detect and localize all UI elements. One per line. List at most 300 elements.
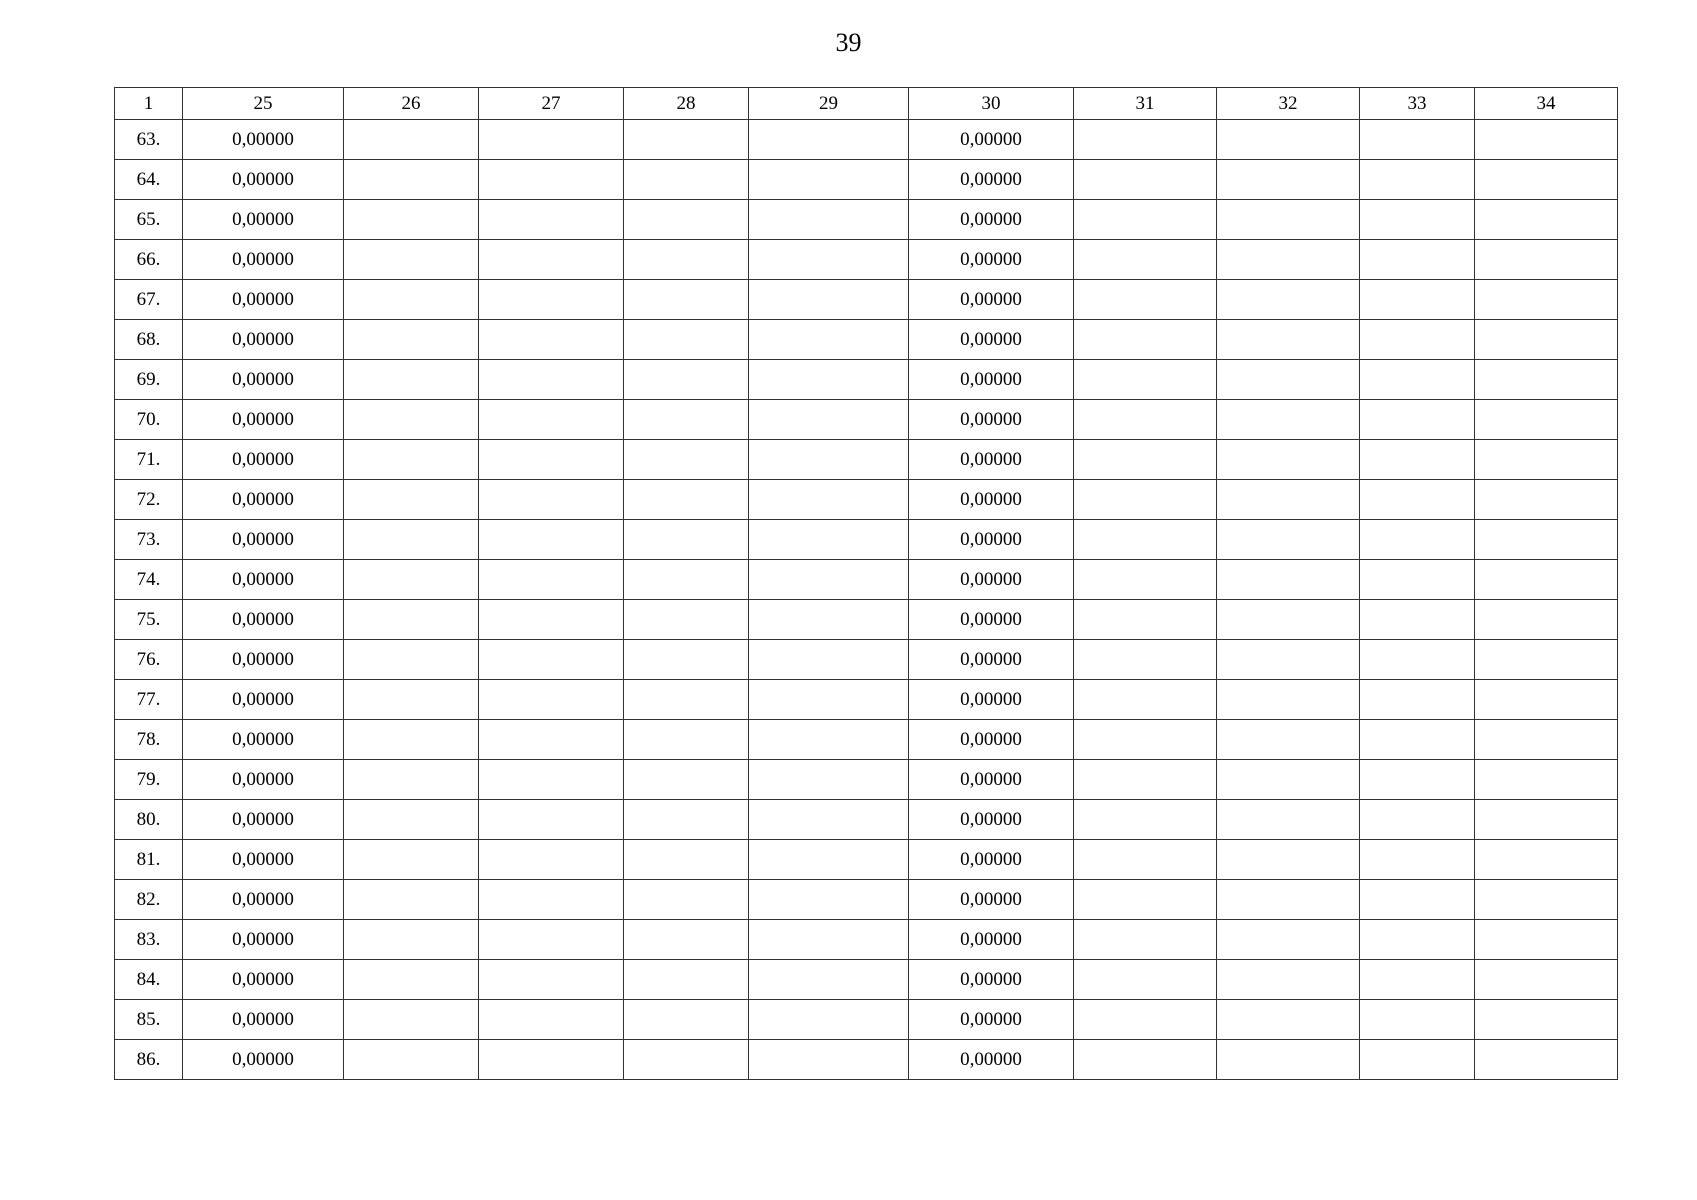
table-cell (344, 680, 479, 720)
table-cell: 0,00000 (183, 1000, 344, 1040)
table-cell (1360, 160, 1475, 200)
table-cell (344, 160, 479, 200)
row-number-cell: 86. (115, 1040, 183, 1080)
table-cell: 0,00000 (183, 1040, 344, 1080)
row-number-cell: 80. (115, 800, 183, 840)
table-cell: 0,00000 (183, 240, 344, 280)
table-cell (344, 720, 479, 760)
column-header: 25 (183, 88, 344, 120)
row-number-cell: 70. (115, 400, 183, 440)
table-row (115, 560, 1618, 600)
table-cell (624, 800, 749, 840)
table-cell: 0,00000 (909, 960, 1074, 1000)
row-number-cell: 71. (115, 440, 183, 480)
row-number-cell: 64. (115, 160, 183, 200)
row-number-cell: 81. (115, 840, 183, 880)
table-cell (1074, 680, 1217, 720)
table-cell (344, 1040, 479, 1080)
table-cell: 0,00000 (909, 480, 1074, 520)
table-cell (1074, 200, 1217, 240)
row-number-cell: 72. (115, 480, 183, 520)
table-cell (344, 560, 479, 600)
table-cell (749, 400, 909, 440)
table-cell (344, 440, 479, 480)
table-cell: 0,00000 (183, 680, 344, 720)
table-cell: 0,00000 (909, 280, 1074, 320)
table-cell (1074, 560, 1217, 600)
table-cell (749, 920, 909, 960)
table-cell (1074, 520, 1217, 560)
table-cell (344, 400, 479, 440)
table-cell (1475, 360, 1618, 400)
row-number-cell: 84. (115, 960, 183, 1000)
table-cell (344, 840, 479, 880)
table-body (115, 120, 1618, 1080)
table-cell: 0,00000 (909, 680, 1074, 720)
table-cell (1074, 640, 1217, 680)
table-cell (479, 200, 624, 240)
table-cell (749, 680, 909, 720)
table-cell (1475, 280, 1618, 320)
page-number: 39 (835, 28, 862, 57)
table-row (115, 280, 1618, 320)
table-cell (479, 560, 624, 600)
table-cell (1217, 1000, 1360, 1040)
table-cell (1360, 640, 1475, 680)
table-cell (479, 400, 624, 440)
row-number-cell: 68. (115, 320, 183, 360)
table-cell (749, 760, 909, 800)
table-cell: 0,00000 (183, 360, 344, 400)
table-cell: 0,00000 (909, 240, 1074, 280)
table-cell: 0,00000 (183, 280, 344, 320)
table-cell (1217, 760, 1360, 800)
table-cell (1475, 480, 1618, 520)
table-cell (624, 160, 749, 200)
table-cell (479, 320, 624, 360)
table-cell (1217, 800, 1360, 840)
table-cell: 0,00000 (183, 800, 344, 840)
table-cell (749, 480, 909, 520)
table-cell (624, 240, 749, 280)
table-cell (749, 120, 909, 160)
table-cell: 0,00000 (909, 1000, 1074, 1040)
table-cell (1217, 1040, 1360, 1080)
table-cell (1475, 560, 1618, 600)
table-row (115, 200, 1618, 240)
table-row (115, 360, 1618, 400)
table-row (115, 800, 1618, 840)
table-cell: 0,00000 (909, 360, 1074, 400)
table-cell (1360, 1000, 1475, 1040)
table-cell (1074, 440, 1217, 480)
row-number-cell: 74. (115, 560, 183, 600)
table-cell (1217, 960, 1360, 1000)
table-cell (749, 800, 909, 840)
table-cell (1360, 600, 1475, 640)
table-cell (624, 400, 749, 440)
table-cell (749, 1040, 909, 1080)
table-row (115, 680, 1618, 720)
table-cell (1360, 1040, 1475, 1080)
table-cell (1074, 120, 1217, 160)
table-cell (1074, 320, 1217, 360)
table-cell (479, 960, 624, 1000)
table-cell (344, 960, 479, 1000)
row-number-cell: 83. (115, 920, 183, 960)
column-header: 32 (1217, 88, 1360, 120)
table-cell (1360, 120, 1475, 160)
column-header: 27 (479, 88, 624, 120)
table-cell: 0,00000 (183, 760, 344, 800)
table-cell: 0,00000 (183, 560, 344, 600)
table-cell (624, 880, 749, 920)
table-cell (479, 160, 624, 200)
table-cell (1074, 240, 1217, 280)
table-cell (344, 200, 479, 240)
table-cell (1475, 760, 1618, 800)
table-cell (1360, 800, 1475, 840)
table-cell (479, 360, 624, 400)
table-cell: 0,00000 (909, 880, 1074, 920)
table-cell (1475, 600, 1618, 640)
table-cell: 0,00000 (183, 200, 344, 240)
table-cell (479, 800, 624, 840)
table-cell (1475, 840, 1618, 880)
table-cell (479, 840, 624, 880)
table-cell (1475, 800, 1618, 840)
table-cell: 0,00000 (909, 400, 1074, 440)
table-cell (1217, 120, 1360, 160)
table-cell (344, 1000, 479, 1040)
table-cell (1217, 840, 1360, 880)
table-row (115, 1000, 1618, 1040)
row-number-cell: 65. (115, 200, 183, 240)
table-cell (1475, 920, 1618, 960)
header-row (115, 88, 1618, 120)
table-cell (1360, 240, 1475, 280)
table-row (115, 520, 1618, 560)
table-row (115, 480, 1618, 520)
table-cell (1074, 880, 1217, 920)
table-cell: 0,00000 (183, 400, 344, 440)
column-header: 1 (115, 88, 183, 120)
table-cell (1074, 800, 1217, 840)
table-cell: 0,00000 (909, 800, 1074, 840)
table-cell (479, 280, 624, 320)
table-cell (1475, 160, 1618, 200)
table-row (115, 440, 1618, 480)
table-cell (624, 280, 749, 320)
table-cell (479, 720, 624, 760)
table-cell (1360, 400, 1475, 440)
table-row (115, 960, 1618, 1000)
table-cell: 0,00000 (909, 160, 1074, 200)
table-cell (1217, 400, 1360, 440)
table-cell (1217, 320, 1360, 360)
table-cell (1360, 200, 1475, 240)
table-cell (344, 480, 479, 520)
table-cell (344, 120, 479, 160)
table-cell (624, 320, 749, 360)
table-cell (1475, 720, 1618, 760)
table-cell: 0,00000 (183, 160, 344, 200)
table-cell: 0,00000 (909, 840, 1074, 880)
column-header: 28 (624, 88, 749, 120)
table-cell (749, 600, 909, 640)
table-cell (1074, 280, 1217, 320)
table-cell (749, 840, 909, 880)
table-cell (1475, 240, 1618, 280)
table-row (115, 640, 1618, 680)
table-cell (749, 360, 909, 400)
table-cell (344, 760, 479, 800)
table-cell (1217, 280, 1360, 320)
table-row (115, 600, 1618, 640)
table-cell: 0,00000 (909, 720, 1074, 760)
table-cell (1360, 440, 1475, 480)
table-cell: 0,00000 (183, 440, 344, 480)
table-cell (1217, 360, 1360, 400)
table-cell (1475, 120, 1618, 160)
table-cell (1074, 960, 1217, 1000)
row-number-cell: 69. (115, 360, 183, 400)
table-cell (1475, 960, 1618, 1000)
table-cell (749, 520, 909, 560)
table-cell (1475, 400, 1618, 440)
table-cell: 0,00000 (909, 200, 1074, 240)
table-cell (479, 520, 624, 560)
table-cell (624, 760, 749, 800)
table-cell (624, 1000, 749, 1040)
table-cell (479, 680, 624, 720)
table-cell (1360, 520, 1475, 560)
table-cell: 0,00000 (183, 520, 344, 560)
table-cell (479, 760, 624, 800)
table-cell (624, 360, 749, 400)
row-number-cell: 79. (115, 760, 183, 800)
table-cell (749, 1000, 909, 1040)
table-cell (624, 480, 749, 520)
table-cell (1475, 440, 1618, 480)
table-cell (479, 240, 624, 280)
table-cell (344, 280, 479, 320)
table-cell (344, 240, 479, 280)
row-number-cell: 82. (115, 880, 183, 920)
table-row (115, 400, 1618, 440)
table-cell (749, 880, 909, 920)
table-cell (1360, 720, 1475, 760)
table-cell (624, 440, 749, 480)
table-row (115, 1040, 1618, 1080)
table-cell (1475, 1040, 1618, 1080)
table-cell (344, 360, 479, 400)
table-cell: 0,00000 (183, 960, 344, 1000)
table-cell: 0,00000 (183, 880, 344, 920)
row-number-cell: 77. (115, 680, 183, 720)
table-cell (1360, 480, 1475, 520)
table-cell (1217, 680, 1360, 720)
table-cell (1074, 840, 1217, 880)
table-cell (1475, 520, 1618, 560)
table-cell (479, 120, 624, 160)
table-cell (1217, 240, 1360, 280)
table-cell (1074, 480, 1217, 520)
table-row (115, 160, 1618, 200)
table-cell (749, 440, 909, 480)
table-cell: 0,00000 (183, 480, 344, 520)
table-row (115, 880, 1618, 920)
column-header: 31 (1074, 88, 1217, 120)
row-number-cell: 76. (115, 640, 183, 680)
table-cell (1217, 640, 1360, 680)
table-cell: 0,00000 (909, 640, 1074, 680)
table-cell: 0,00000 (909, 1040, 1074, 1080)
data-table (114, 87, 1618, 1080)
row-number-cell: 78. (115, 720, 183, 760)
table-cell (624, 680, 749, 720)
table-row (115, 840, 1618, 880)
table-cell (624, 920, 749, 960)
table-row (115, 240, 1618, 280)
table-cell (479, 440, 624, 480)
row-number-cell: 66. (115, 240, 183, 280)
table-cell: 0,00000 (909, 120, 1074, 160)
table-cell (1217, 920, 1360, 960)
table-cell: 0,00000 (183, 120, 344, 160)
table-cell (749, 240, 909, 280)
table-cell (1074, 600, 1217, 640)
table-cell (479, 640, 624, 680)
table-cell: 0,00000 (909, 560, 1074, 600)
column-header: 26 (344, 88, 479, 120)
table-cell: 0,00000 (909, 320, 1074, 360)
table-cell (1217, 440, 1360, 480)
table-cell (344, 880, 479, 920)
table-cell (1074, 1000, 1217, 1040)
table-cell (1360, 760, 1475, 800)
row-number-cell: 75. (115, 600, 183, 640)
table-cell (479, 920, 624, 960)
table-cell: 0,00000 (183, 320, 344, 360)
table-cell (479, 480, 624, 520)
table-row (115, 320, 1618, 360)
table-cell (479, 880, 624, 920)
table-cell: 0,00000 (909, 920, 1074, 960)
table-cell (1217, 200, 1360, 240)
table-cell (1074, 760, 1217, 800)
column-header: 29 (749, 88, 909, 120)
table-cell (624, 720, 749, 760)
table-cell: 0,00000 (183, 640, 344, 680)
table-cell (749, 160, 909, 200)
table-cell (1360, 960, 1475, 1000)
table-cell (1360, 920, 1475, 960)
table-cell (344, 800, 479, 840)
table-cell: 0,00000 (183, 920, 344, 960)
table-cell (1475, 880, 1618, 920)
table-cell: 0,00000 (909, 520, 1074, 560)
table-header (115, 88, 1618, 120)
table-cell (1217, 560, 1360, 600)
table-cell: 0,00000 (909, 440, 1074, 480)
table-cell (1360, 360, 1475, 400)
table-cell (624, 600, 749, 640)
table-cell (1475, 640, 1618, 680)
row-number-cell: 63. (115, 120, 183, 160)
row-number-cell: 67. (115, 280, 183, 320)
table-cell (1217, 880, 1360, 920)
table-row (115, 760, 1618, 800)
table-cell (1217, 480, 1360, 520)
table-cell (749, 640, 909, 680)
table-cell (749, 320, 909, 360)
table-cell (624, 120, 749, 160)
table-cell (1074, 360, 1217, 400)
table-cell (344, 520, 479, 560)
table-cell (1217, 520, 1360, 560)
table-cell (479, 1000, 624, 1040)
table-cell (749, 960, 909, 1000)
table-cell (1360, 840, 1475, 880)
table-cell: 0,00000 (183, 840, 344, 880)
table-cell (624, 560, 749, 600)
table-cell (624, 640, 749, 680)
column-header: 30 (909, 88, 1074, 120)
table-cell (749, 560, 909, 600)
table-cell (1074, 920, 1217, 960)
table-cell (624, 960, 749, 1000)
table-cell: 0,00000 (909, 600, 1074, 640)
table-cell (1475, 1000, 1618, 1040)
table-cell (1074, 1040, 1217, 1080)
table-cell (344, 640, 479, 680)
row-number-cell: 85. (115, 1000, 183, 1040)
table-cell (344, 600, 479, 640)
column-header: 34 (1475, 88, 1618, 120)
table-cell (344, 320, 479, 360)
table-cell (1360, 560, 1475, 600)
table-cell (1360, 280, 1475, 320)
table-cell (1475, 680, 1618, 720)
table-cell (1360, 320, 1475, 360)
table-cell: 0,00000 (183, 600, 344, 640)
table-row (115, 920, 1618, 960)
table-cell (624, 200, 749, 240)
table-cell (1475, 320, 1618, 360)
table-cell: 0,00000 (909, 760, 1074, 800)
table-cell (344, 920, 479, 960)
table-row (115, 720, 1618, 760)
table-cell (1217, 160, 1360, 200)
table-cell (1360, 680, 1475, 720)
table-row (115, 120, 1618, 160)
table-cell (749, 720, 909, 760)
table-cell (749, 200, 909, 240)
table-cell (624, 840, 749, 880)
table-cell (1074, 720, 1217, 760)
table-cell (624, 520, 749, 560)
table-cell (1217, 720, 1360, 760)
table-cell: 0,00000 (183, 720, 344, 760)
table-cell (1074, 400, 1217, 440)
table-cell (479, 1040, 624, 1080)
table-cell (1074, 160, 1217, 200)
table-cell (1217, 600, 1360, 640)
row-number-cell: 73. (115, 520, 183, 560)
table-cell (479, 600, 624, 640)
table-cell (1360, 880, 1475, 920)
